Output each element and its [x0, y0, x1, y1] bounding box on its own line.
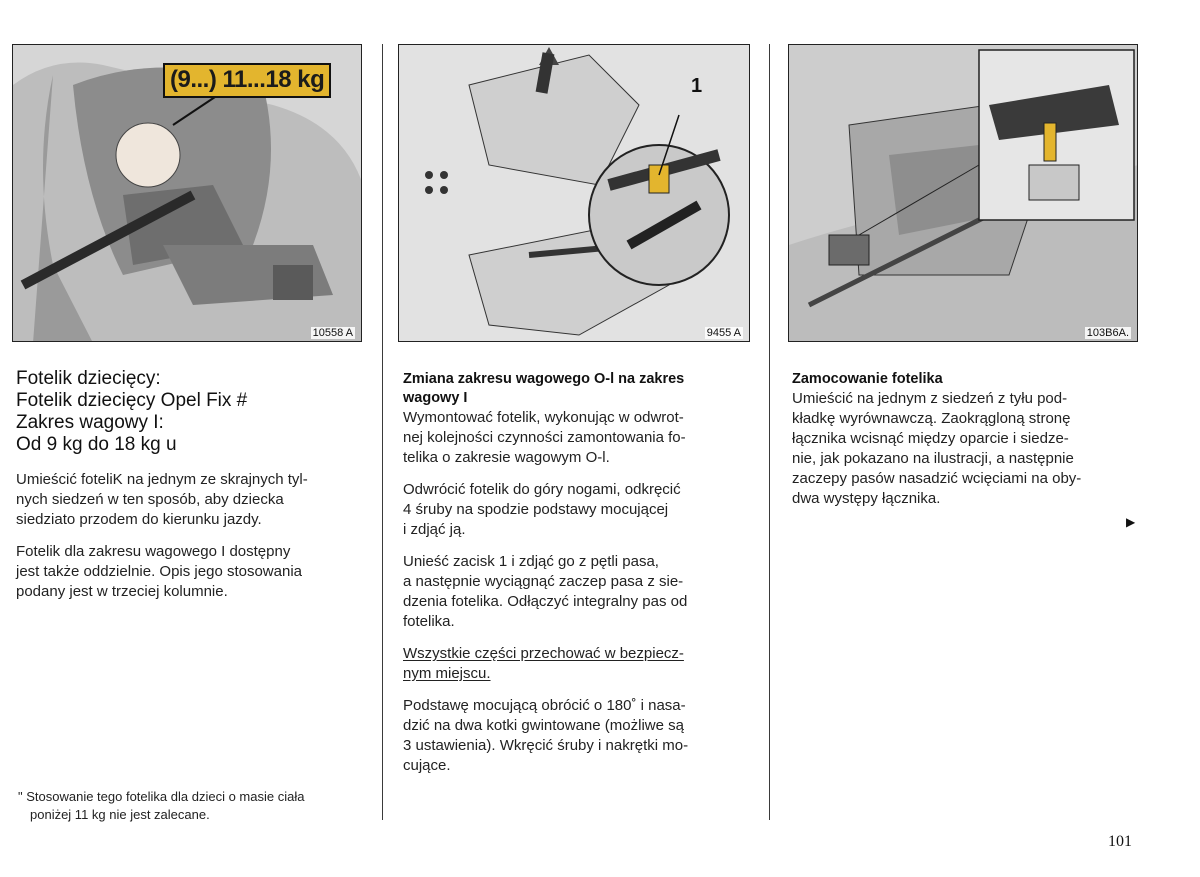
figure-child-seat: [12, 44, 362, 342]
figure-code: 9455 A: [706, 327, 741, 339]
paragraph-underlined: Wszystkie części przechować w bezpiecz- nym miejscu.: [403, 645, 684, 682]
column-divider-left: [382, 44, 383, 820]
column-2-text: [403, 370, 753, 788]
figure-seat-mounting: [788, 44, 1138, 342]
figure-code: 103B6A.: [1086, 327, 1129, 339]
paragraph: Odwrócić fotelik do góry nogami, odkręcić 4 śruby na spodzie podstawy mocującej i zdjąć ją.: [403, 481, 681, 538]
paragraph: Unieść zacisk 1 i zdjąć go z pętli pasa, a następnie wyciągnąć zaczep pasa z sie- dzenia fotelika. Odłączyć integralny pas od fotelika.: [403, 553, 688, 630]
section-heading: Zmiana zakresu wagowego O-l na zakres wagowy I: [403, 371, 685, 406]
paragraph: Umieścić na jednym z siedzeń z tyłu pod- kładkę wyrównawczą. Zaokrągloną stronę łącznika wcisnąć między oparcie i siedze- nie, jak pokazano na ilustracji, a następnie zaczepy pasów nasadzić wcięciami na oby- dwa występy łącznika.: [792, 390, 1082, 507]
section-heading: Zamocowanie fotelika: [792, 371, 943, 387]
figure-seat-base: [398, 44, 750, 342]
paragraph: Fotelik dla zakresu wagowego I dostępny jest także oddzielnie. Opis jego stosowania podany jest w trzeciej kolumnie.: [16, 543, 302, 600]
paragraph: Podstawę mocującą obrócić o 180˚ i nasa- dzić na dwa kotki gwintowane (możliwe są 3 ustawienia). Wkręcić śruby i nakrętki mo- cujące.: [403, 697, 689, 774]
callout-number: 1: [691, 75, 703, 97]
play-triangle-icon: ▶: [1126, 515, 1136, 529]
paragraph: Umieścić foteliK na jednym ze skrajnych tyl- nych siedzeń w ten sposób, aby dziecka siedziato przodem do kierunku jazdy.: [16, 471, 308, 528]
section-heading: Fotelik dziecięcy: Fotelik dziecięcy Opel Fix # Zakres wagowy I: Od 9 kg do 18 kg u: [16, 368, 248, 455]
footnote: " Stosowanie tego fotelika dla dzieci o masie ciała poniżej 11 kg nie jest zalecane.: [18, 789, 305, 822]
column-divider-right: [769, 44, 770, 820]
figure-code: 10558 A: [312, 327, 353, 339]
weight-range-badge: (9...) 11...18 kg: [163, 63, 331, 98]
column-3-text: [792, 370, 1142, 521]
column-1-text: [16, 368, 366, 614]
paragraph: Wymontować fotelik, wykonując w odwrot- nej kolejności czynności zamontowania fo- telika o zakresie wagowym O-l.: [403, 409, 686, 466]
page-number: 101: [1108, 833, 1132, 850]
seat-mounting-illustration: [789, 45, 1138, 342]
